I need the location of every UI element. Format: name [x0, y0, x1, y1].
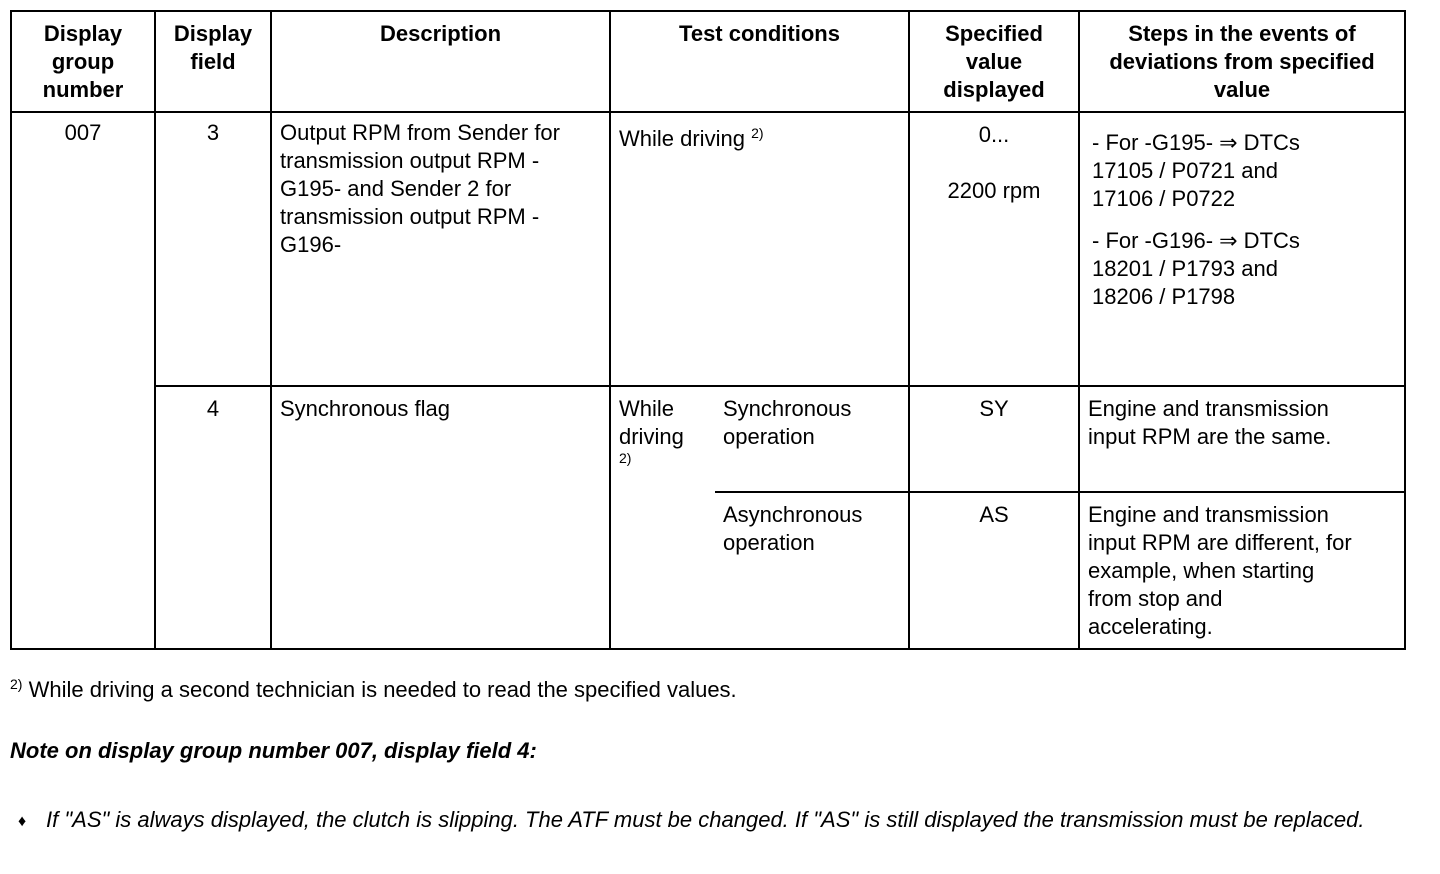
diamond-bullet-icon: ♦: [18, 813, 27, 830]
deviation-g195: - For -G195- ⇒ DTCs 17105 / P0721 and 17106 / P0722: [1092, 130, 1300, 211]
header-test-conditions: Test conditions: [610, 11, 909, 112]
sync-steps-cell: Engine and transmission input RPM are the same.: [1079, 386, 1405, 492]
async-condition-cell: Asynchronous operation: [715, 492, 909, 649]
test-condition-field-3: While driving $^{2)}$: [610, 112, 909, 386]
note-bullet: [18, 806, 1398, 836]
async-value-cell: AS: [909, 492, 1079, 649]
sync-condition-cell: Synchronous operation: [715, 386, 909, 492]
description-field-3: Output RPM from Sender for transmission output RPM - G195- and Sender 2 for transmission output RPM - G196-: [271, 112, 610, 386]
footnote-ref: 2): [619, 450, 632, 466]
diagnostic-table: [10, 10, 1406, 650]
header-group-number: Display group number: [11, 11, 155, 112]
footnote-ref: 2): [751, 125, 764, 141]
sync-value-cell: SY: [909, 386, 1079, 492]
note-title: Note on display group number 007, display field 4:: [10, 738, 537, 763]
async-steps-cell: Engine and transmission input RPM are different, for example, when starting from stop and accelerating.: [1079, 492, 1405, 649]
header-specified-value: Specified value displayed: [909, 11, 1079, 112]
specified-value-field-3: 0... 2200 rpm: [909, 112, 1079, 386]
header-steps-deviation: Steps in the events of deviations from specified value: [1079, 11, 1405, 112]
header-display-field: Display field: [155, 11, 271, 112]
test-condition-field-4: While driving 2): [610, 386, 715, 649]
footnote-text: While driving a second technician is needed to read the specified values.: [28, 677, 737, 702]
table-row-field-4-sync: [11, 386, 1405, 492]
description-field-4: Synchronous flag: [271, 386, 610, 649]
deviation-g196: - For -G196- ⇒ DTCs 18201 / P1793 and 18206 / P1798: [1092, 228, 1300, 309]
footnote-marker: 2): [10, 676, 23, 692]
note-bullet-text: If "AS" is always displayed, the clutch is slipping. The ATF must be changed. If "AS" is still displayed the transmission must be replaced.: [46, 807, 1365, 832]
header-description: Description: [271, 11, 610, 112]
field-4-cell: 4: [155, 386, 271, 649]
footnote: [10, 676, 737, 704]
field-3-cell: 3: [155, 112, 271, 386]
group-number-cell: 007: [11, 112, 155, 649]
header-row: [11, 11, 1405, 112]
steps-field-3: [1079, 112, 1405, 386]
table-row-field-3: [11, 112, 1405, 386]
